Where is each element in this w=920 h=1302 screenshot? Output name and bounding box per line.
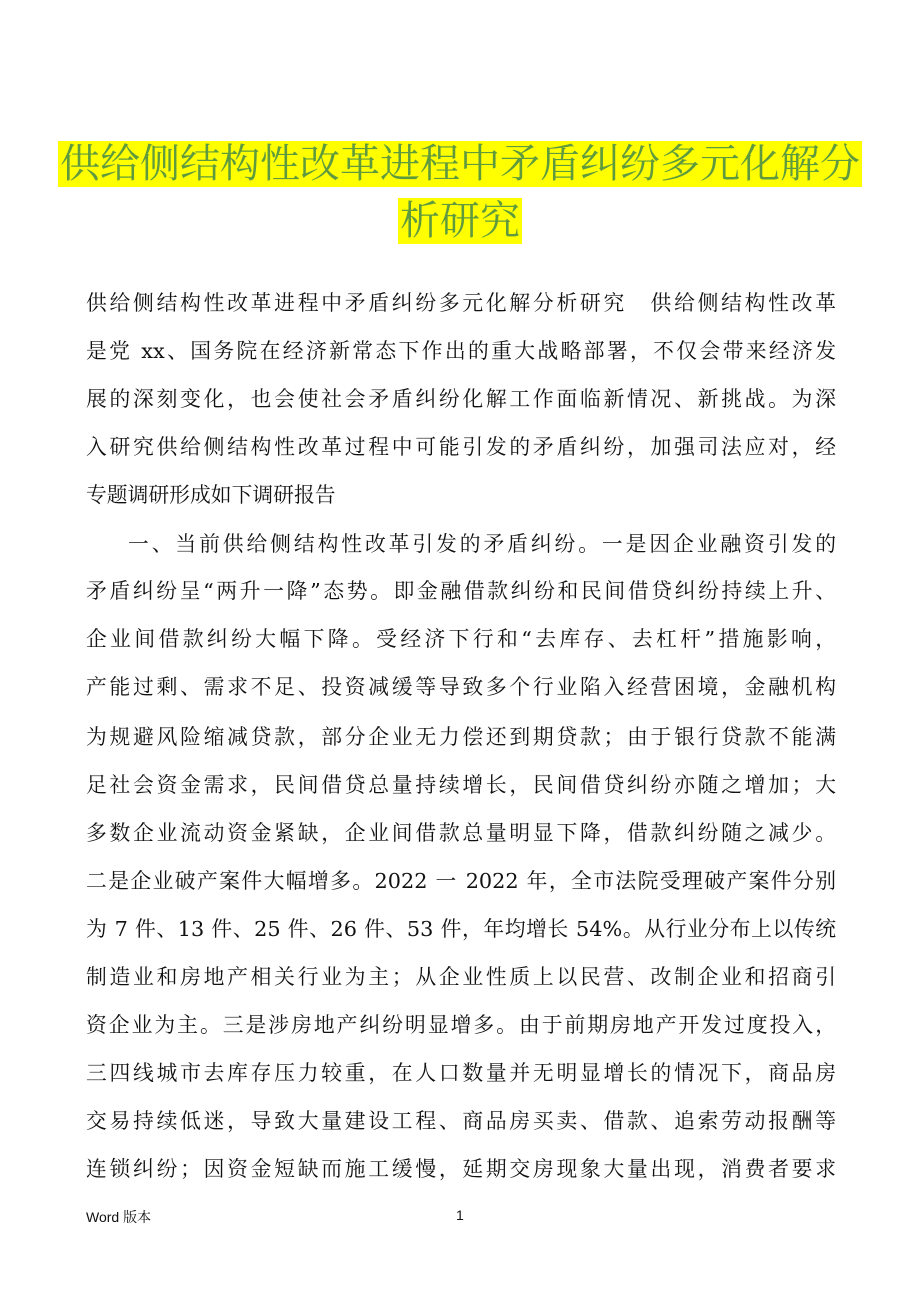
- body-text-line: 展的深刻变化，也会使社会矛盾纠纷化解工作面临新情况、新挑战。为深: [86, 387, 836, 411]
- body-text-line: 产能过剩、需求不足、投资减缓等导致多个行业陷入经营困境，金融机构: [86, 675, 836, 699]
- body-text-line: 专题调研形成如下调研报告: [86, 483, 336, 507]
- body-text-line: 资企业为主。三是涉房地产纠纷明显增多。由于前期房地产开发过度投入，: [86, 1013, 836, 1037]
- footer-label: Word 版本: [86, 1209, 152, 1225]
- body-text-line: 交易持续低迷，导致大量建设工程、商品房买卖、借款、追索劳动报酬等: [86, 1109, 836, 1133]
- document-title-line-1: 供给侧结构性改革进程中矛盾纠纷多元化解分: [60, 141, 860, 187]
- body-text-line: 三四线城市去库存压力较重，在人口数量并无明显增长的情况下，商品房: [86, 1061, 836, 1085]
- body-text-line: 足社会资金需求，民间借贷总量持续增长，民间借贷纠纷亦随之增加；大: [86, 773, 836, 797]
- body-text-line: 一、当前供给侧结构性改革引发的矛盾纠纷。一是因企业融资引发的: [128, 532, 836, 556]
- body-text-line: 入研究供给侧结构性改革过程中可能引发的矛盾纠纷，加强司法应对，经: [86, 435, 836, 459]
- body-text-line: 连锁纠纷；因资金短缺而施工缓慢，延期交房现象大量出现，消费者要求: [86, 1157, 836, 1181]
- body-text-line: 矛盾纠纷呈“两升一降”态势。即金融借款纠纷和民间借贷纠纷持续上升、: [86, 579, 836, 603]
- body-text-line: 为 7 件、13 件、25 件、26 件、53 件，年均增长 54%。从行业分布上以传统: [86, 917, 836, 941]
- page-number: 1: [456, 1207, 464, 1223]
- body-text-line: 二是企业破产案件大幅增多。2022 一 2022 年，全市法院受理破产案件分别: [86, 869, 836, 893]
- body-text-line: 是党 xx、国务院在经济新常态下作出的重大战略部署，不仅会带来经济发: [86, 339, 836, 363]
- body-text-line: 为规避风险缩减贷款，部分企业无力偿还到期贷款；由于银行贷款不能满: [86, 725, 836, 749]
- body-text-line: 多数企业流动资金紧缺，企业间借款总量明显下降，借款纠纷随之减少。: [86, 821, 836, 845]
- body-text-line: 供给侧结构性改革进程中矛盾纠纷多元化解分析研究 供给侧结构性改革: [86, 291, 836, 315]
- body-text-line: 制造业和房地产相关行业为主；从企业性质上以民营、改制企业和招商引: [86, 965, 836, 989]
- document-title-line-2: 析研究: [400, 198, 520, 244]
- body-text-line: 企业间借款纠纷大幅下降。受经济下行和“去库存、去杠杆”措施影响，: [86, 627, 836, 651]
